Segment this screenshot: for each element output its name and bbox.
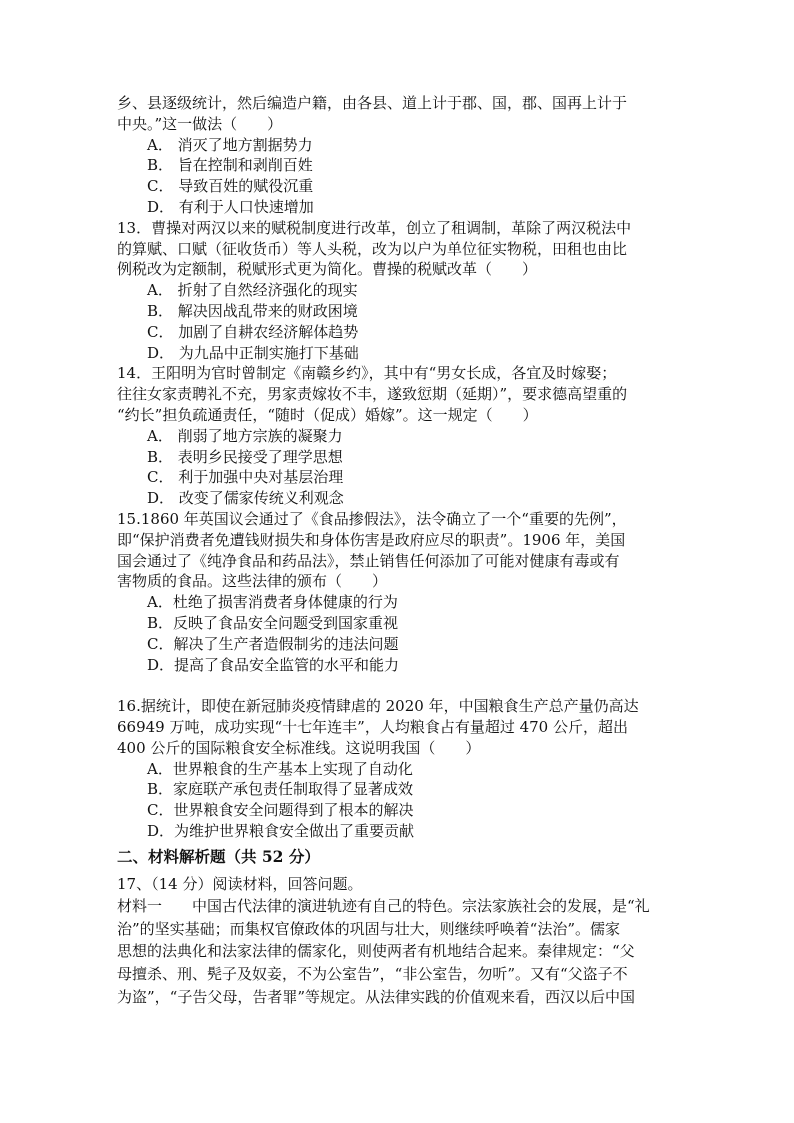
question-13-stem-line: 13．曹操对两汉以来的赋税制度进行改革，创立了租调制，革除了两汉税法中 xyxy=(117,218,632,237)
question-14-stem-line: 往往女家责聘礼不充，男家责嫁妆不丰，遂致愆期（延期）”，要求德高望重的 xyxy=(117,385,628,404)
question-13-option-c: C． 加剧了自耕农经济解体趋势 xyxy=(147,322,359,341)
material-1-line: 材料一 中国古代法律的演进轨迹有自己的特色。宗法家族社会的发展，是“礼 xyxy=(117,897,650,916)
question-15 xyxy=(117,509,677,675)
question-12 xyxy=(117,93,677,218)
question-14-option-d: D． 改变了儒家传统义利观念 xyxy=(147,489,344,508)
page-content xyxy=(117,93,677,1008)
question-17-stem: 17、（14 分）阅读材料，回答问题。 xyxy=(117,874,363,893)
blank-line xyxy=(117,675,677,696)
material-1-line: 治”的坚实基础；而集权官僚政体的巩固与壮大，则继续呼唤着“法治”。儒家 xyxy=(117,919,621,938)
question-15-stem-line: 害物质的食品。这些法律的颁布（ ） xyxy=(117,572,388,591)
question-13-stem-line: 例税改为定额制，税赋形式更为简化。曹操的税赋改革（ ） xyxy=(117,260,538,279)
material-1-line: 母擅杀、刑、髡子及奴妾，不为公室告”，“非公室告，勿听”。又有“父盗子不 xyxy=(117,965,628,984)
material-1-line: 为盗”，“子告父母，告者罪”等规定。从法律实践的价值观来看，西汉以后中国 xyxy=(117,987,636,1006)
question-15-option-a: A．杜绝了损害消费者身体健康的行为 xyxy=(147,593,398,612)
question-16-option-c: C．世界粮食安全问题得到了根本的解决 xyxy=(147,801,414,820)
material-1-line: 思想的法典化和法家法律的儒家化，则使两者有机地结合起来。秦律规定：“父 xyxy=(117,942,635,961)
question-14-stem-line: “约长”担负疏通责任，“随时（促成）婚嫁”。这一规定（ ） xyxy=(117,405,538,424)
question-15-option-c: C．解决了生产者造假制劣的违法问题 xyxy=(147,634,399,653)
question-16-option-a: A．世界粮食的生产基本上实现了自动化 xyxy=(147,759,413,778)
question-14-stem-line: 14．王阳明为官时曾制定《南赣乡约》，其中有“男女长成，各宜及时嫁娶； xyxy=(117,364,617,383)
question-13-option-a: A． 折射了自然经济强化的现实 xyxy=(147,281,358,300)
question-14-option-a: A． 削弱了地方宗族的凝聚力 xyxy=(147,426,343,445)
question-16-stem-line: 16.据统计，即使在新冠肺炎疫情肆虐的 2020 年，中国粮食生产总产量仍高达 xyxy=(117,697,639,716)
question-16-option-d: D．为维护世界粮食安全做出了重要贡献 xyxy=(147,821,415,840)
question-16-stem-line: 400 公斤的国际粮食安全标准线。这说明我国（ ） xyxy=(117,738,481,757)
question-13-option-b: B． 解决因战乱带来的财政困境 xyxy=(147,301,358,320)
question-12-stem-line: 中央。”这一做法（ ） xyxy=(117,114,283,133)
question-15-stem-line: 15.1860 年英国议会通过了《食品掺假法》，法令确立了一个“重要的先例”， xyxy=(117,509,627,528)
question-17 xyxy=(117,873,677,1009)
question-16 xyxy=(117,696,677,842)
question-16-stem-line: 66949 万吨，成功实现“十七年连丰”，人均粮食占有量超过 470 公斤，超出 xyxy=(117,717,628,736)
question-12-option-d: D． 有利于人口快速增加 xyxy=(147,197,314,216)
question-13-option-d: D． 为九品中正制实施打下基础 xyxy=(147,343,359,362)
question-12-option-c: C． 导致百姓的赋役沉重 xyxy=(147,177,314,196)
question-16-option-b: B．家庭联产承包责任制取得了显著成效 xyxy=(147,780,414,799)
question-15-stem-line: 国会通过了《纯净食品和药品法》，禁止销售任何添加了可能对健康有毒或有 xyxy=(117,551,620,570)
question-15-option-d: D．提高了食品安全监管的水平和能力 xyxy=(147,655,400,674)
question-14-option-b: B． 表明乡民接受了理学思想 xyxy=(147,447,343,466)
question-12-option-a: A． 消灭了地方割据势力 xyxy=(147,135,313,154)
question-13-stem-line: 的算赋、口赋（征收货币）等人头税，改为以户为单位征实物税，田租也由比 xyxy=(117,239,628,258)
question-13 xyxy=(117,218,677,364)
question-15-option-b: B．反映了食品安全问题受到国家重视 xyxy=(147,613,399,632)
question-12-option-b: B． 旨在控制和剥削百姓 xyxy=(147,156,313,175)
question-14-option-c: C． 利于加强中央对基层治理 xyxy=(147,468,344,487)
question-15-stem-line: 即“保护消费者免遭钱财损失和身体伤害是政府应尽的职责”。1906 年，美国 xyxy=(117,530,626,549)
question-12-stem-line: 乡、县逐级统计，然后编造户籍，由各县、道上计于郡、国，郡、国再上计于 xyxy=(117,94,628,112)
question-14 xyxy=(117,363,677,509)
section-2-heading: 二、材料解析题（共 52 分） xyxy=(117,846,320,866)
